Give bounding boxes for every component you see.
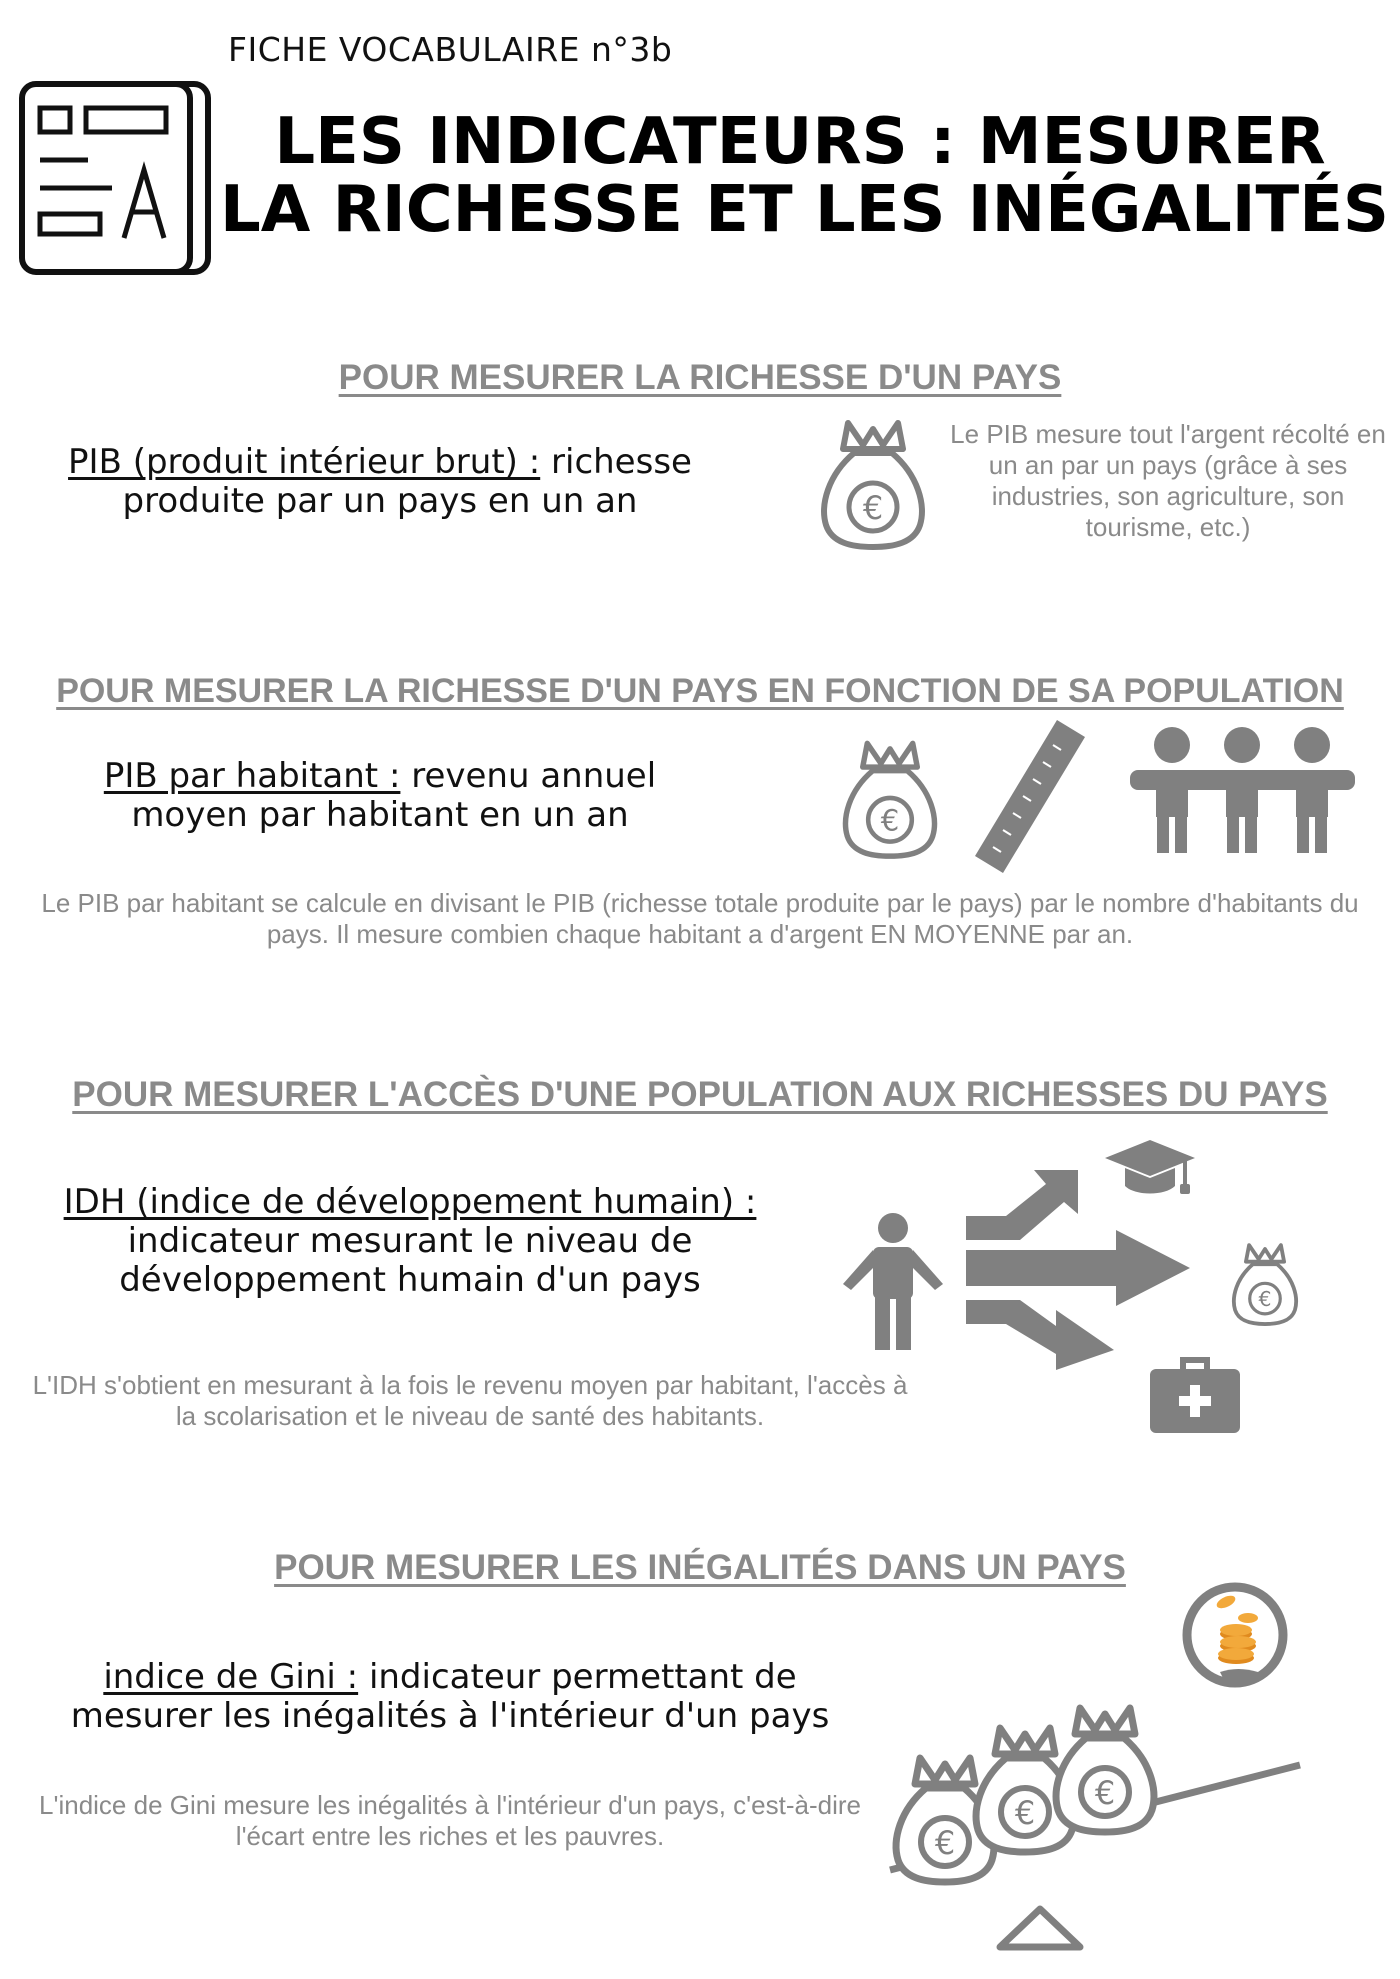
money-bag-euro-icon <box>840 735 940 860</box>
section-heading-inegalites: POUR MESURER LES INÉGALITÉS DANS UN PAYS <box>274 1548 1126 1587</box>
definition-gini-part2: mesurer les inégalités à l'intérieur d'un pays <box>70 1696 830 1736</box>
document-icon <box>16 78 216 278</box>
definition-pib-part2: produite par un pays en un an <box>122 481 638 521</box>
note-idh: L'IDH s'obtient en mesurant à la fois le revenu moyen par habitant, l'accès à la scolarisation et le niveau de santé des habitants. <box>32 1370 908 1431</box>
page-title <box>220 105 1389 247</box>
page-title-line1: LES INDICATEURS : MESURER <box>274 105 1326 179</box>
note-pib: Le PIB mesure tout l'argent récolté en un an par un pays (grâce à ses industries, son agriculture, son tourisme, etc.) <box>950 419 1386 542</box>
people-group-icon <box>1130 725 1355 855</box>
graduation-cap-icon <box>1105 1140 1195 1205</box>
definition-gini <box>20 1658 880 1736</box>
definition-pib <box>20 443 740 521</box>
svg-text:€: € <box>1258 1287 1272 1312</box>
svg-text:€: € <box>934 1824 956 1862</box>
page-title-line2: LA RICHESSE ET LES INÉGALITÉS <box>220 173 1389 247</box>
definition-pib-habitant <box>20 757 740 835</box>
svg-text:€: € <box>1014 1794 1036 1832</box>
document-kicker: FICHE VOCABULAIRE n°3b <box>228 30 673 69</box>
definition-idh <box>20 1183 800 1300</box>
svg-text:€: € <box>880 803 900 838</box>
note-pib-habitant: Le PIB par habitant se calcule en divisant le PIB (richesse totale produite par le pays) par le nombre d'habitants du pays. Il mesure combien chaque habitant a d'argent EN MOYENNE par an. <box>41 888 1359 949</box>
note-gini: L'indice de Gini mesure les inégalités à l'intérieur d'un pays, c'est-à-dire l'écart entre les riches et les pauvres. <box>39 1790 861 1851</box>
section-heading-richesse: POUR MESURER LA RICHESSE D'UN PAYS <box>338 358 1062 397</box>
section-heading-richesse-population: POUR MESURER LA RICHESSE D'UN PAYS EN FONCTION DE SA POPULATION <box>56 672 1344 710</box>
money-bag-euro-icon <box>818 415 928 550</box>
definition-pib-part1: richesse <box>551 442 692 482</box>
definition-gini-part1: indicateur permettant de <box>368 1657 797 1697</box>
section-heading-acces: POUR MESURER L'ACCÈS D'UNE POPULATION AUX RICHESSES DU PAYS <box>72 1075 1328 1114</box>
money-bags-seesaw-icon <box>880 1665 1310 1975</box>
definition-idh-part2: développement humain d'un pays <box>119 1260 701 1300</box>
definition-pib-habitant-part2: moyen par habitant en un an <box>131 795 629 835</box>
person-icon <box>843 1212 943 1352</box>
term-pib-habitant: PIB par habitant : <box>103 756 401 796</box>
medical-kit-icon <box>1150 1353 1240 1433</box>
term-idh: IDH (indice de développement humain) : <box>63 1182 757 1222</box>
definition-idh-part1: indicateur mesurant le niveau de <box>127 1221 693 1261</box>
term-gini: indice de Gini : <box>103 1657 359 1697</box>
svg-text:€: € <box>1094 1774 1116 1812</box>
money-bag-euro-icon <box>1230 1238 1300 1328</box>
ruler-icon <box>965 715 1095 875</box>
definition-pib-habitant-part1: revenu annuel <box>411 756 657 796</box>
term-pib: PIB (produit intérieur brut) : <box>68 442 541 482</box>
svg-text:€: € <box>862 489 884 527</box>
